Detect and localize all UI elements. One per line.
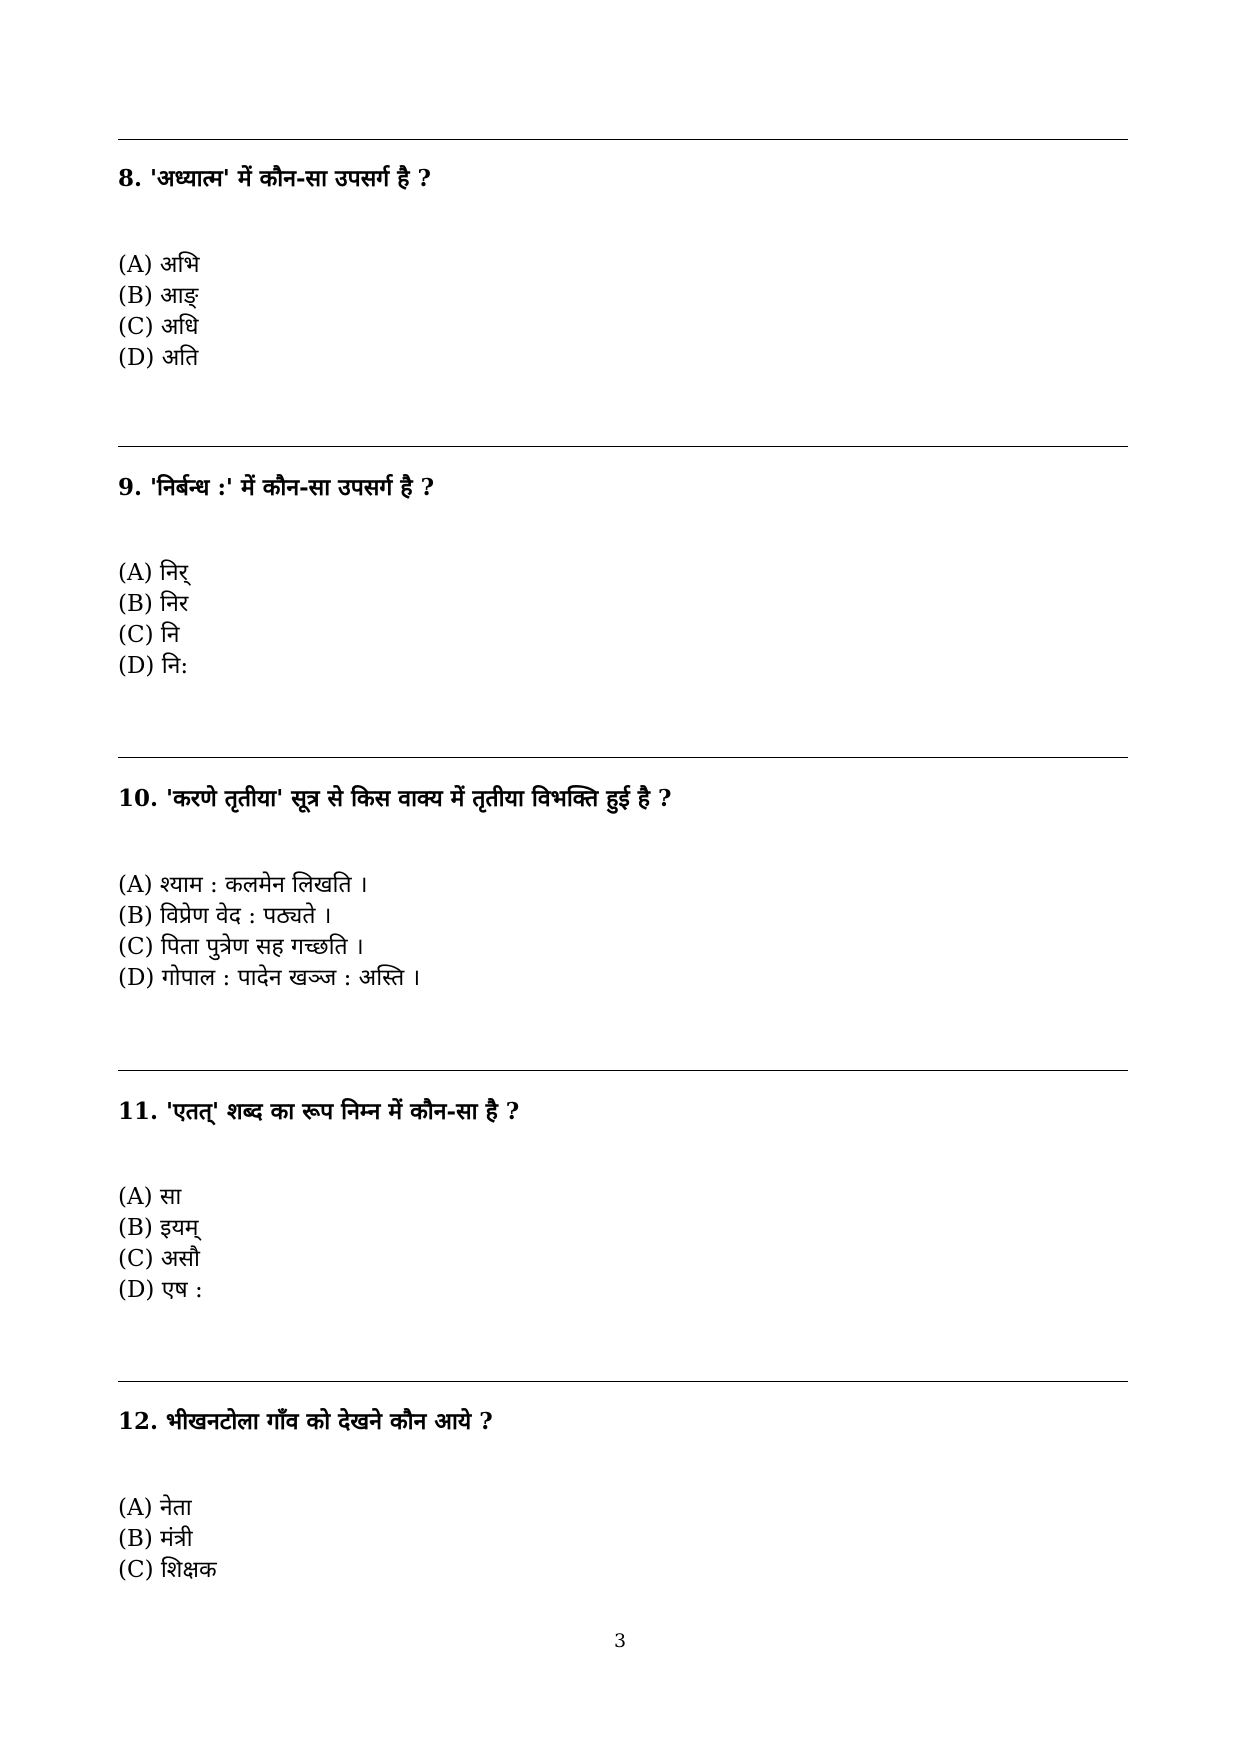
option-11-d: (D) एष : (118, 1277, 203, 1303)
option-10-a: (A) श्याम : कलमेन लिखति । (118, 872, 368, 898)
option-12-c: (C) शिक्षक (118, 1557, 217, 1583)
option-11-b: (B) इयम् (118, 1215, 199, 1241)
options-question-9 (118, 558, 188, 682)
option-10-d: (D) गोपाल : पादेन खञ्ज : अस्ति । (118, 965, 421, 991)
option-11-a: (A) सा (118, 1184, 182, 1210)
option-11-c: (C) असौ (118, 1246, 200, 1272)
question-9: 9. 'निर्बन्ध :' में कौन-सा उपसर्ग है ? (118, 474, 435, 501)
option-9-d: (D) नि: (118, 653, 189, 679)
options-question-10 (118, 870, 420, 994)
options-question-12 (118, 1493, 217, 1586)
question-12: 12. भीखनटोला गाँव को देखने कौन आये ? (118, 1408, 493, 1435)
option-8-c: (C) अधि (118, 314, 199, 340)
question-10: 10. 'करणे तृतीया' सूत्र से किस वाक्य में तृतीया विभक्ति हुई है ? (118, 785, 672, 812)
question-11: 11. 'एतत्' शब्द का रूप निम्न में कौन-सा है ? (118, 1098, 520, 1125)
option-9-b: (B) निर (118, 591, 189, 617)
option-9-c: (C) नि (118, 622, 180, 648)
divider (118, 446, 1128, 447)
option-8-d: (D) अति (118, 345, 199, 371)
divider (118, 757, 1128, 758)
divider (118, 1381, 1128, 1382)
option-8-a: (A) अभि (118, 252, 200, 278)
question-8: 8. 'अध्यात्म' में कौन-सा उपसर्ग है ? (118, 165, 431, 192)
divider (118, 139, 1128, 140)
options-question-8 (118, 250, 200, 374)
option-10-b: (B) विप्रेण वेद : पठ्यते । (118, 903, 332, 929)
options-question-11 (118, 1182, 203, 1306)
option-10-c: (C) पिता पुत्रेण सह गच्छति । (118, 934, 364, 960)
option-12-a: (A) नेता (118, 1495, 192, 1521)
divider (118, 1070, 1128, 1071)
option-9-a: (A) निर् (118, 560, 188, 586)
option-12-b: (B) मंत्री (118, 1526, 193, 1552)
page-number: 3 (613, 1630, 627, 1652)
option-8-b: (B) आङ् (118, 283, 199, 309)
